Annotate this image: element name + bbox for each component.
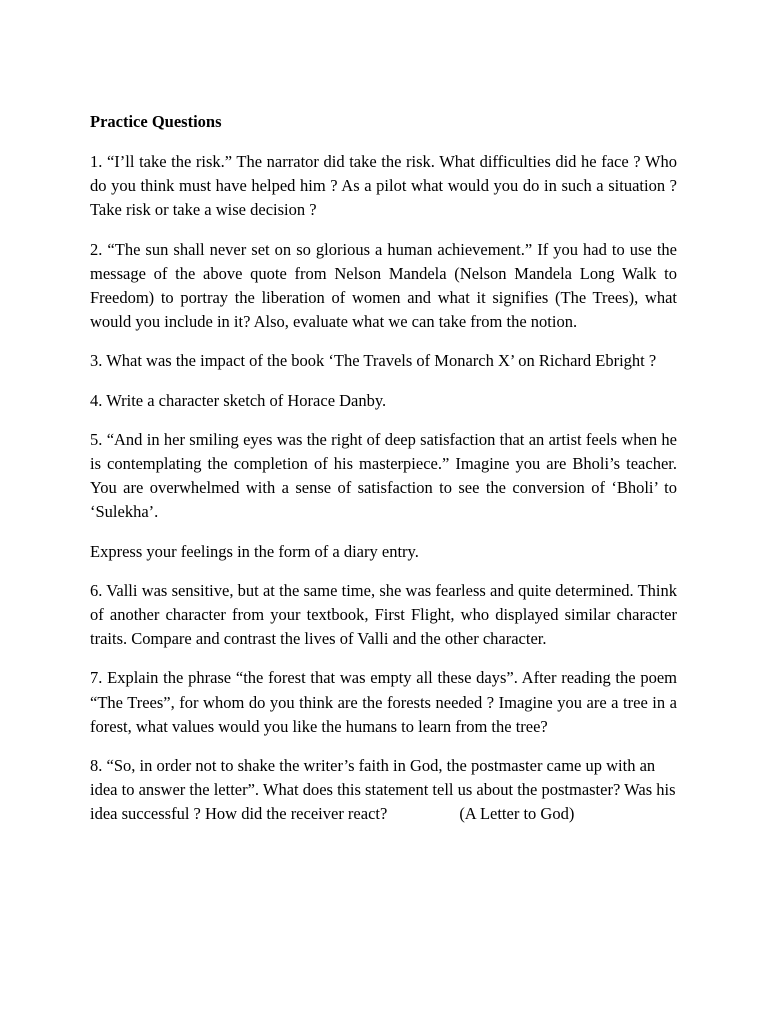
page-title: Practice Questions (90, 112, 222, 131)
question-5-instruction: Express your feelings in the form of a diary entry. (90, 541, 419, 561)
question-5: 5. “And in her smiling eyes was the right of deep satisfaction that an artist feels when he is contemplating the completion of his masterpiece.” Imagine you are Bholi’s teacher. You are overwhelmed with a sense of satisfaction to see the conversion of ‘Bholi’ to ‘Sulekha’. (90, 429, 677, 522)
question-4: 4. Write a character sketch of Horace Danby. (90, 390, 387, 410)
question-2: 2. “The sun shall never set on so glorious a human achievement.” If you had to use the message of the above quote from Nelson Mandela (Nelson Mandela Long Walk to Freedom) to portray the liberation of women and what it signifies (The Trees), what would you include in it? Also, evaluate what we can take from the notion. (90, 239, 677, 332)
question-8-text: 8. “So, in order not to shake the writer’s faith in God, the postmaster came up with an idea to answer the letter”. What does this statement tell us about the postmaster? Was his idea successful ? How did the receiver react? (90, 756, 676, 824)
question-8 (90, 754, 677, 827)
question-6: 6. Valli was sensitive, but at the same time, she was fearless and quite determined. Think of another character from your textbook, First Flight, who displayed similar character traits. Compare and contrast the lives of Valli and the other character. (90, 580, 677, 649)
question-8-source: (A Letter to God) (459, 804, 575, 824)
document-page (90, 110, 677, 842)
question-3: 3. What was the impact of the book ‘The Travels of Monarch X’ on Richard Ebright ? (90, 351, 657, 371)
question-7: 7. Explain the phrase “the forest that was empty all these days”. After reading the poem “The Trees”, for whom do you think are the forests needed ? Imagine you are a tree in a forest, what values would you like the humans to learn from the tree? (90, 668, 677, 736)
question-1: 1. “I’ll take the risk.” The narrator did take the risk. What difficulties did he face ? Who do you think must have helped him ? As a pilot what would you do in such a situation ? Take risk or take a wise decision ? (90, 152, 677, 220)
